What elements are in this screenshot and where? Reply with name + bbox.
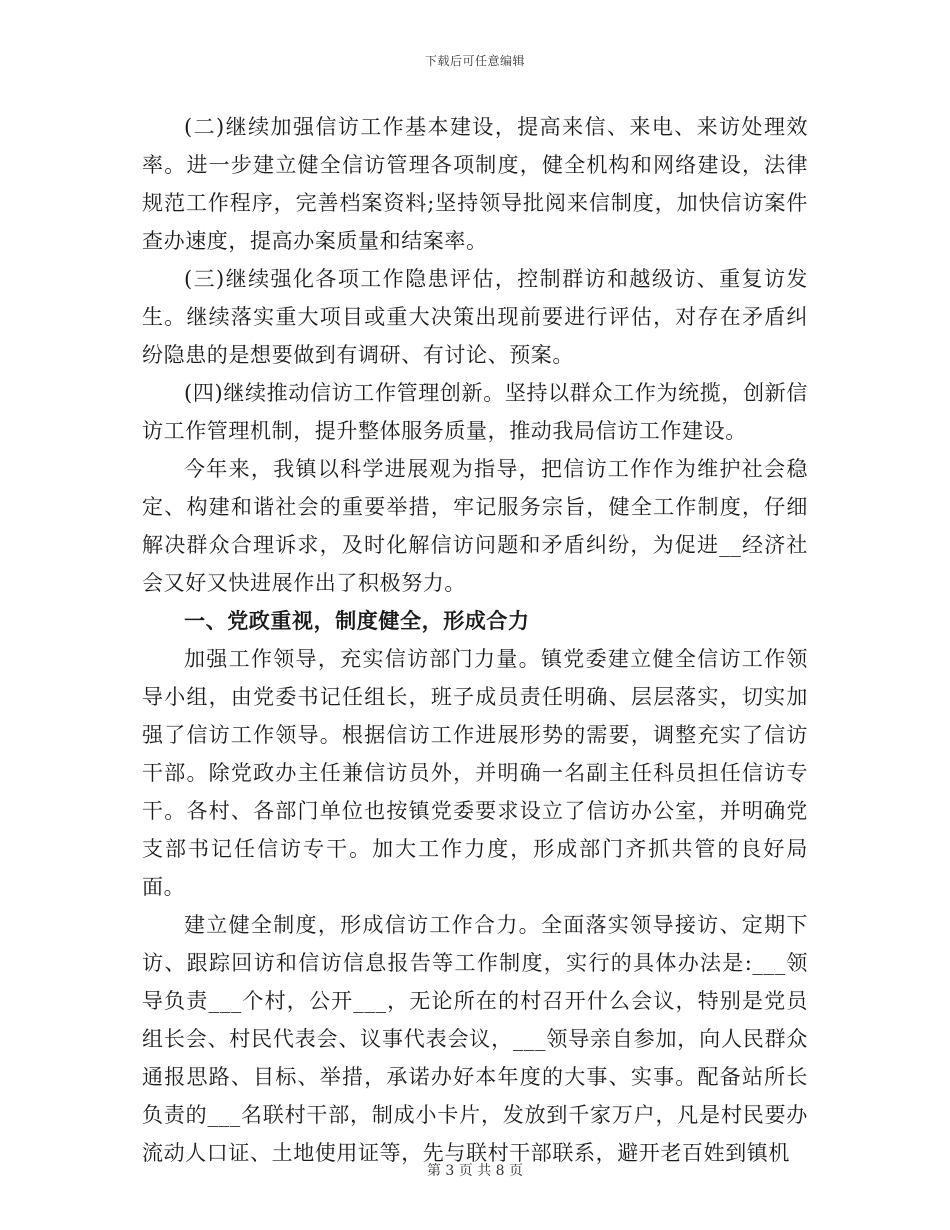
paragraph-2: (二)继续加强信访工作基本建设，提高来信、来电、来访处理效率。进一步建立健全信访管理各项制度，健全机构和网络建设，法律规范工作程序，完善档案资料;坚持领导批阅来信制度，加快信访案件查办速度，提高办案质量和结案率。 (142, 115, 808, 253)
paragraph-4: (四)继续推动信访工作管理创新。坚持以群众工作为统揽，创新信访工作管理机制，提升整体服务质量，推动我局信访工作建设。 (142, 381, 808, 443)
paragraph-leadership: 加强工作领导，充实信访部门力量。镇党委建立健全信访工作领导小组，由党委书记任组长，班子成员责任明确、层层落实，切实加强了信访工作领导。根据信访工作进展形势的需要，调整充实了信访干部。除党政办主任兼信访员外，并明确一名副主任科员担任信访专干。各村、各部门单位也按镇党委要求设立了信访办公室，并明确党支部书记任信访专干。加大工作力度，形成部门齐抓共管的良好局面。 (142, 647, 808, 899)
paragraph-3: (三)继续强化各项工作隐患评估，控制群访和越级访、重复访发生。继续落实重大项目或重大决策出现前要进行评估，对存在矛盾纠纷隐患的是想要做到有调研、有讨论、预案。 (142, 267, 808, 367)
section-heading: 一、党政重视，制度健全，形成合力 (184, 608, 530, 633)
document-body (142, 108, 808, 1172)
page-number: 第 3 页 共 8 页 (426, 1163, 524, 1179)
page-header: 下载后可任意编辑 (424, 54, 525, 68)
paragraph-system: 建立健全制度，形成信访工作合力。全面落实领导接访、定期下访、跟踪回访和信访信息报告等工作制度，实行的具体办法是:___领导负责___个村，公开___，无论所在的村召开什么会议，特别是党员组长会、村民代表会、议事代表会议，___领导亲自参加，向人民群众通报思路、目标、举措，承诺办好本年度的大事、实事。配备站所长负责的___名联村干部，制成小卡片，发放到千家万户，凡是村民要办流动人口证、土地使用证等，先与联村干部联系，避开老百姓到镇机 (142, 913, 808, 1165)
paragraph-intro: 今年来，我镇以科学进展观为指导，把信访工作作为维护社会稳定、构建和谐社会的重要举措，牢记服务宗旨，健全工作制度，仔细解决群众合理诉求，及时化解信访问题和矛盾纠纷，为促进__经济社会又好又快进展作出了积极努力。 (142, 457, 808, 595)
